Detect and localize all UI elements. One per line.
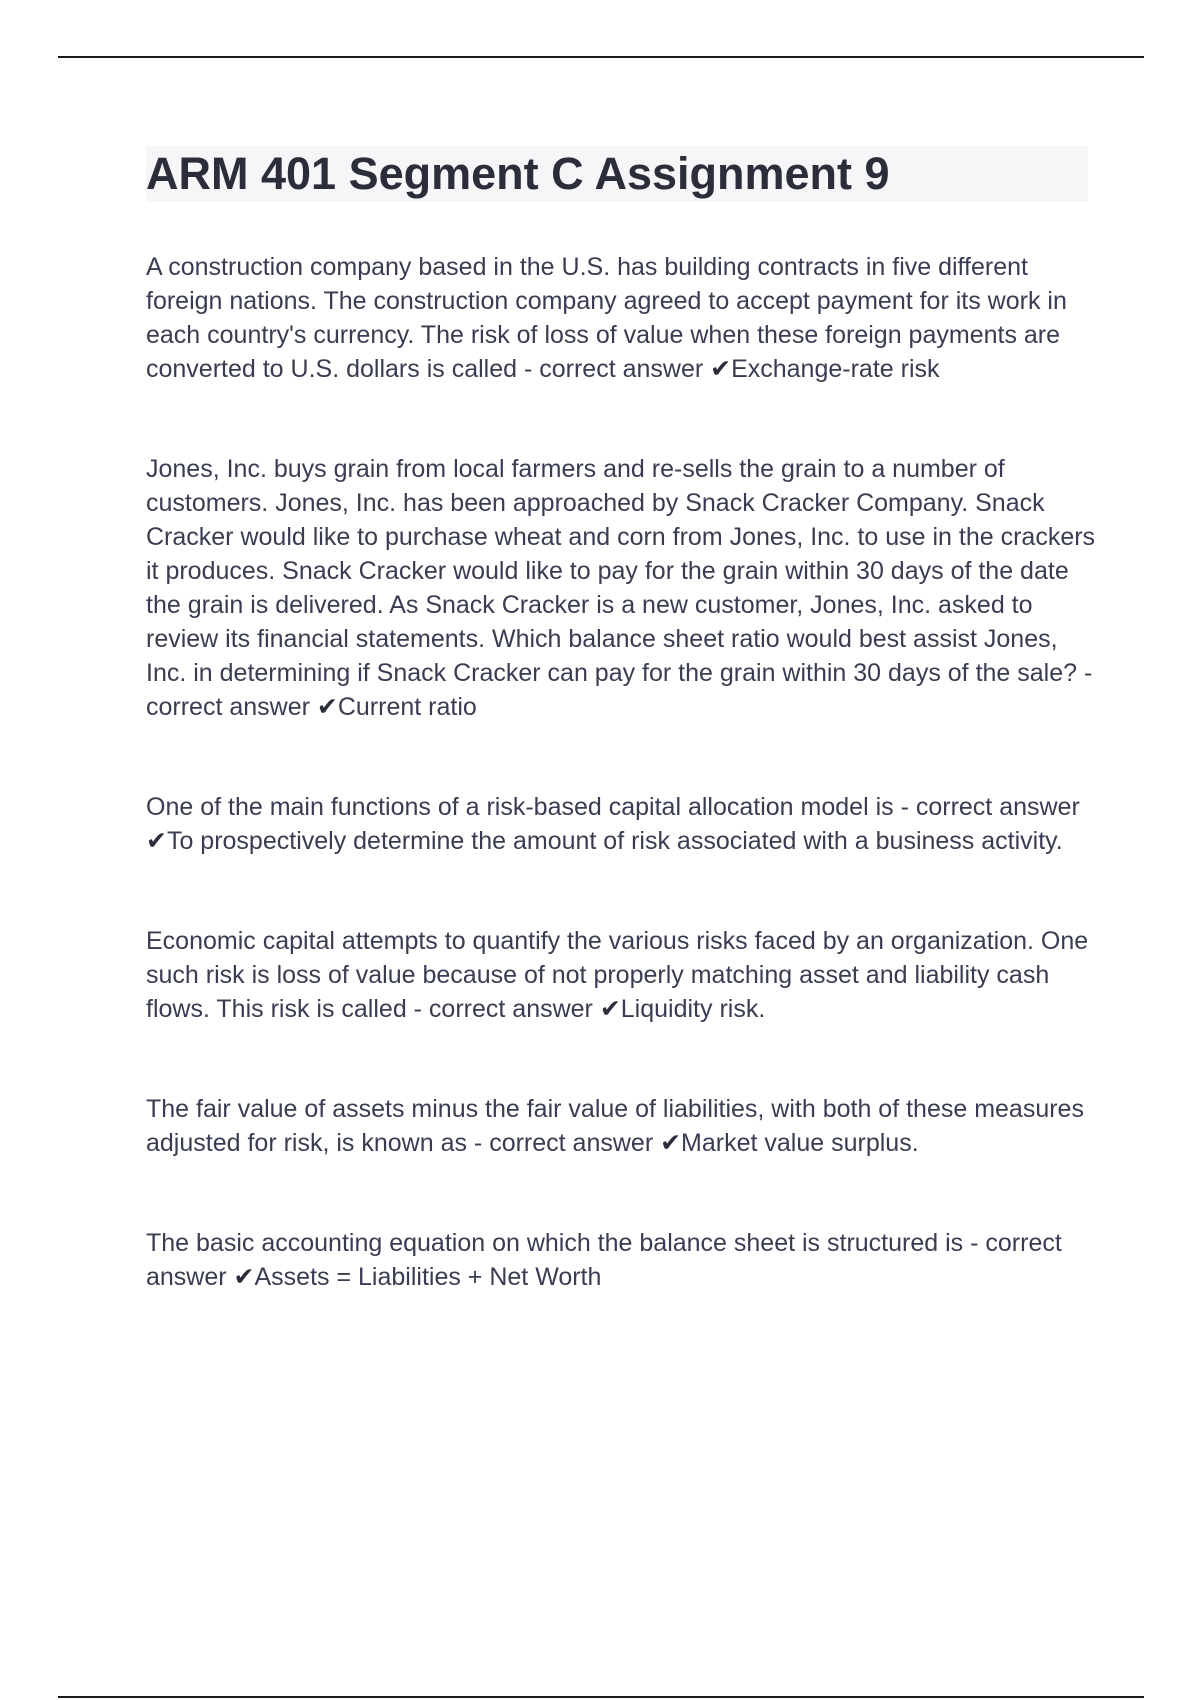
- answer-text: To prospectively determine the amount of risk associated with a business activity.: [166, 827, 1063, 855]
- check-icon: ✔: [660, 1129, 682, 1157]
- answer-text: Assets = Liabilities + Net Worth: [254, 1263, 602, 1291]
- top-rule: [58, 56, 1144, 58]
- check-icon: ✔: [316, 693, 338, 721]
- answer-prefix: - correct answer: [406, 995, 600, 1023]
- answer-prefix: - correct answer: [893, 793, 1080, 821]
- check-icon: ✔: [146, 827, 167, 855]
- answer-text: Liquidity risk.: [620, 995, 766, 1023]
- check-icon: ✔: [599, 995, 621, 1023]
- question-text: One of the main functions of a risk-based capital allocation model is: [146, 793, 894, 821]
- answer-prefix: - correct answer: [517, 355, 711, 383]
- qa-item: [146, 1092, 1096, 1160]
- qa-item: [146, 250, 1096, 386]
- check-icon: ✔: [233, 1263, 255, 1291]
- page-title: ARM 401 Segment C Assignment 9: [146, 148, 890, 199]
- answer-text: Exchange-rate risk: [731, 355, 940, 383]
- question-text: A construction company based in the U.S. has building contracts in five different foreign nations. The construction company agreed to accept payment for its work in each country's currency. The risk of loss of value when these foreign payments are converted to U.S. dollars is called: [146, 253, 1067, 383]
- bottom-rule: [58, 1696, 1144, 1698]
- qa-item: [146, 452, 1096, 724]
- qa-item: [146, 924, 1096, 1026]
- question-text: The basic accounting equation on which the balance sheet is structured is: [146, 1229, 964, 1257]
- answer-prefix: - correct answer: [146, 1229, 1062, 1291]
- answer-prefix: - correct answer: [466, 1129, 661, 1157]
- check-icon: ✔: [710, 355, 732, 383]
- answer-text: Current ratio: [337, 693, 477, 721]
- qa-list: [146, 250, 1096, 1294]
- answer-prefix: - correct answer: [146, 659, 1093, 721]
- question-text: Jones, Inc. buys grain from local farmers and re-sells the grain to a number of customers. Jones, Inc. has been approached by Snack Cracker Company. Snack Cracker would like to purchase wheat and corn from Jones, Inc. to use in the crackers it produces. Snack Cracker would like to pay for the grain within 30 days of the date the grain is delivered. As Snack Cracker is a new customer, Jones, Inc. asked to review its financial statements. Which balance sheet ratio would best assist Jones, Inc. in determining if Snack Cracker can pay for the grain within 30 days of the sale?: [146, 455, 1096, 687]
- question-text: The fair value of assets minus the fair value of liabilities, with both of these measures adjusted for risk, is known as: [146, 1095, 1084, 1157]
- question-text: Economic capital attempts to quantify the various risks faced by an organization. One such risk is loss of value because of not properly matching asset and liability cash flows. This risk is called: [146, 927, 1089, 1023]
- qa-item: [146, 790, 1096, 858]
- answer-text: Market value surplus.: [681, 1129, 919, 1157]
- qa-item: [146, 1226, 1096, 1294]
